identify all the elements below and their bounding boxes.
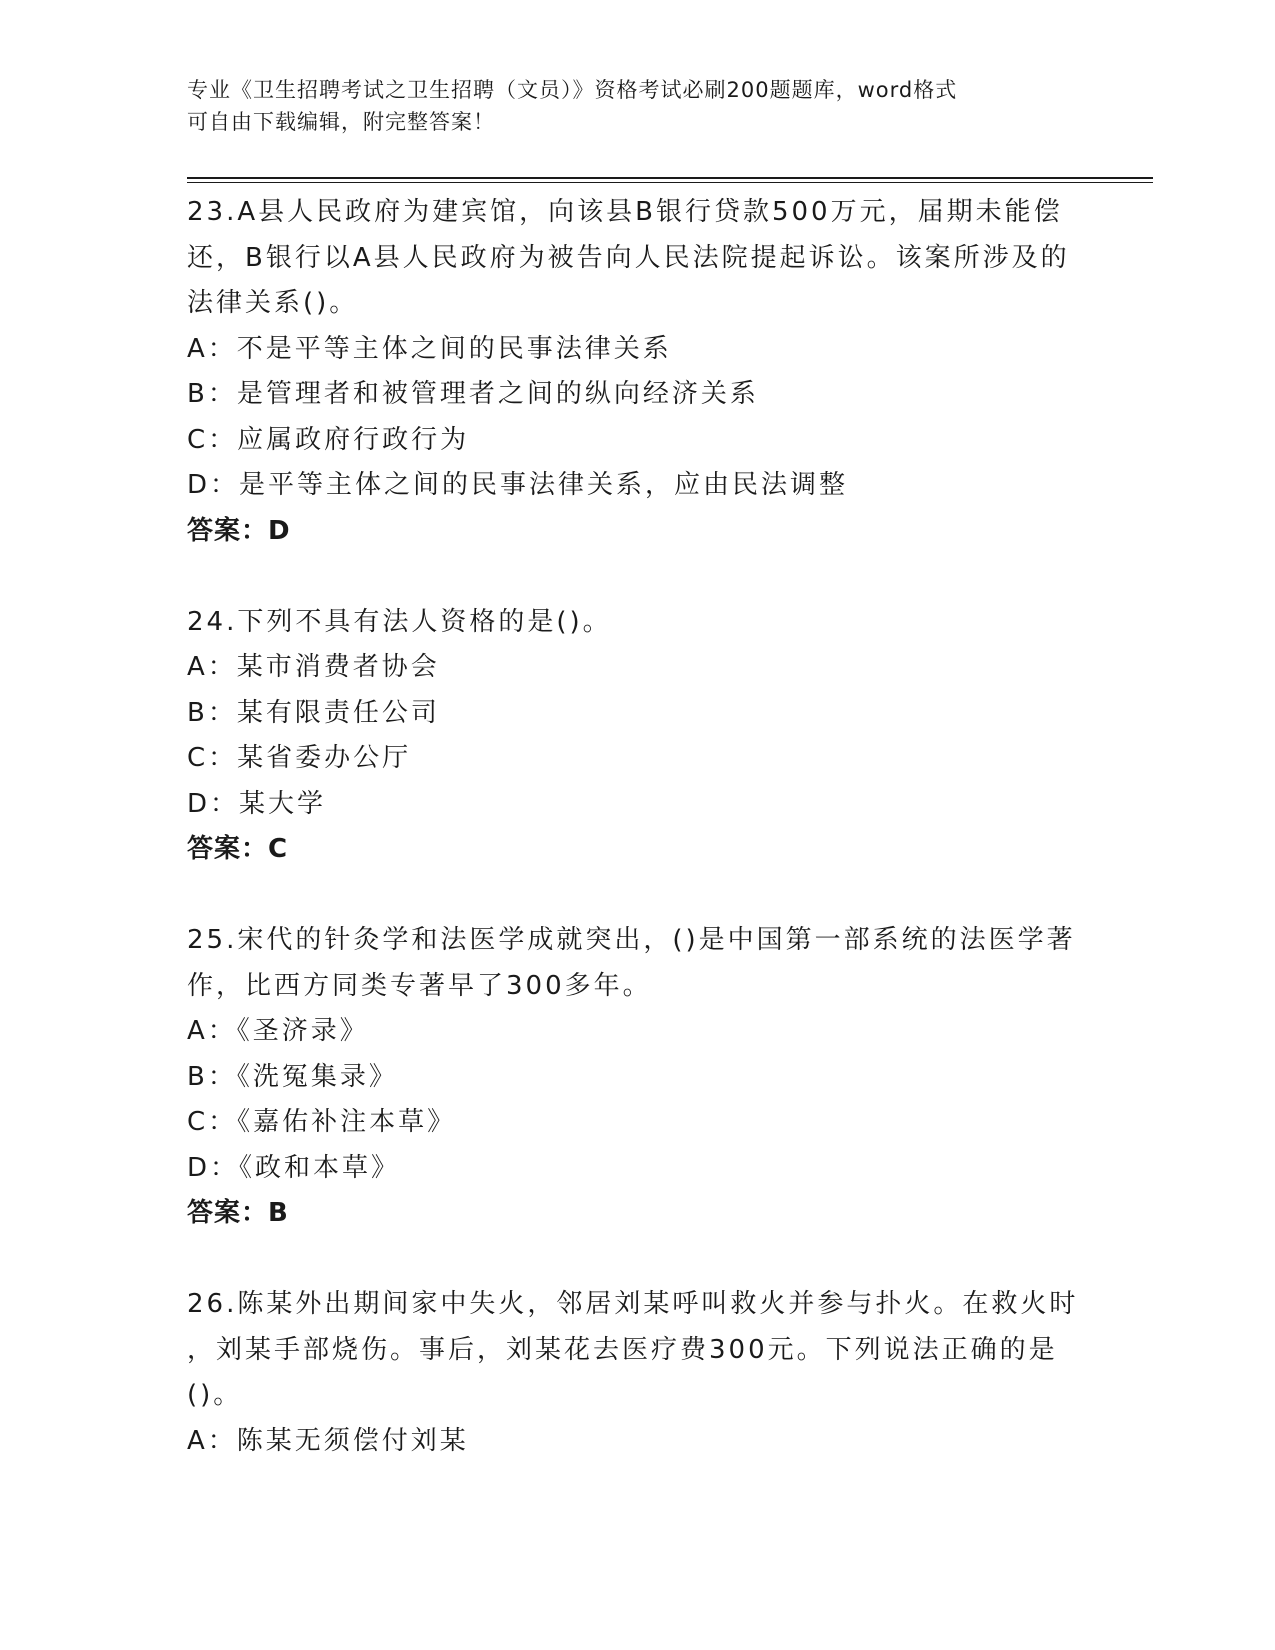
header-line-1: 专业《卫生招聘考试之卫生招聘（文员）》资格考试必刷200题题库，word格式 — [187, 78, 958, 102]
document-header — [187, 74, 1087, 138]
answer: 答案：C — [187, 834, 289, 864]
option-b: B：是管理者和被管理者之间的纵向经济关系 — [187, 379, 759, 409]
header-divider-thin — [187, 182, 1153, 183]
question-text-line: ()。 — [187, 1380, 243, 1410]
answer: 答案：D — [187, 515, 291, 546]
question-text-line: 23.A县人民政府为建宾馆，向该县B银行贷款500万元，届期未能偿 — [187, 197, 1063, 227]
question-text-line: 还，B银行以A县人民政府为被告向人民法院提起诉讼。该案所涉及的 — [187, 242, 1070, 273]
option-d: D：是平等主体之间的民事法律关系，应由民法调整 — [187, 470, 849, 500]
option-d: D：《政和本草》 — [187, 1152, 401, 1183]
option-c: C：应属政府行政行为 — [187, 424, 470, 455]
question-gap — [187, 1237, 1087, 1283]
question-text-line: 24.下列不具有法人资格的是()。 — [187, 606, 612, 637]
question-24 — [187, 600, 1087, 873]
question-25 — [187, 918, 1087, 1237]
answer: 答案：B — [187, 1198, 289, 1228]
option-a: A：陈某无须偿付刘某 — [187, 1425, 469, 1456]
header-divider-thick — [187, 177, 1153, 179]
question-text-line: 法律关系()。 — [187, 288, 359, 318]
option-c: C：《嘉佑补注本草》 — [187, 1107, 457, 1137]
question-text-line: 作，比西方同类专著早了300多年。 — [187, 970, 652, 1001]
option-a: A：某市消费者协会 — [187, 652, 440, 682]
question-26 — [187, 1282, 1087, 1464]
option-d: D：某大学 — [187, 788, 327, 819]
option-b: B：某有限责任公司 — [187, 697, 440, 728]
question-text-line: 26.陈某外出期间家中失火，邻居刘某呼叫救火并参与扑火。在救火时 — [187, 1289, 1079, 1319]
option-b: B：《洗冤集录》 — [187, 1061, 398, 1092]
option-c: C：某省委办公厅 — [187, 743, 412, 773]
option-a: A：不是平等主体之间的民事法律关系 — [187, 333, 672, 364]
question-gap — [187, 873, 1087, 919]
question-gap — [187, 554, 1087, 600]
question-text-line: 25.宋代的针灸学和法医学成就突出，()是中国第一部系统的法医学著 — [187, 925, 1076, 955]
header-line-2: 可自由下载编辑，附完整答案！ — [187, 110, 495, 134]
question-23 — [187, 190, 1087, 554]
option-a: A：《圣济录》 — [187, 1016, 369, 1046]
question-text-line: ，刘某手部烧伤。事后，刘某花去医疗费300元。下列说法正确的是 — [187, 1334, 1058, 1365]
question-list — [187, 190, 1087, 1464]
